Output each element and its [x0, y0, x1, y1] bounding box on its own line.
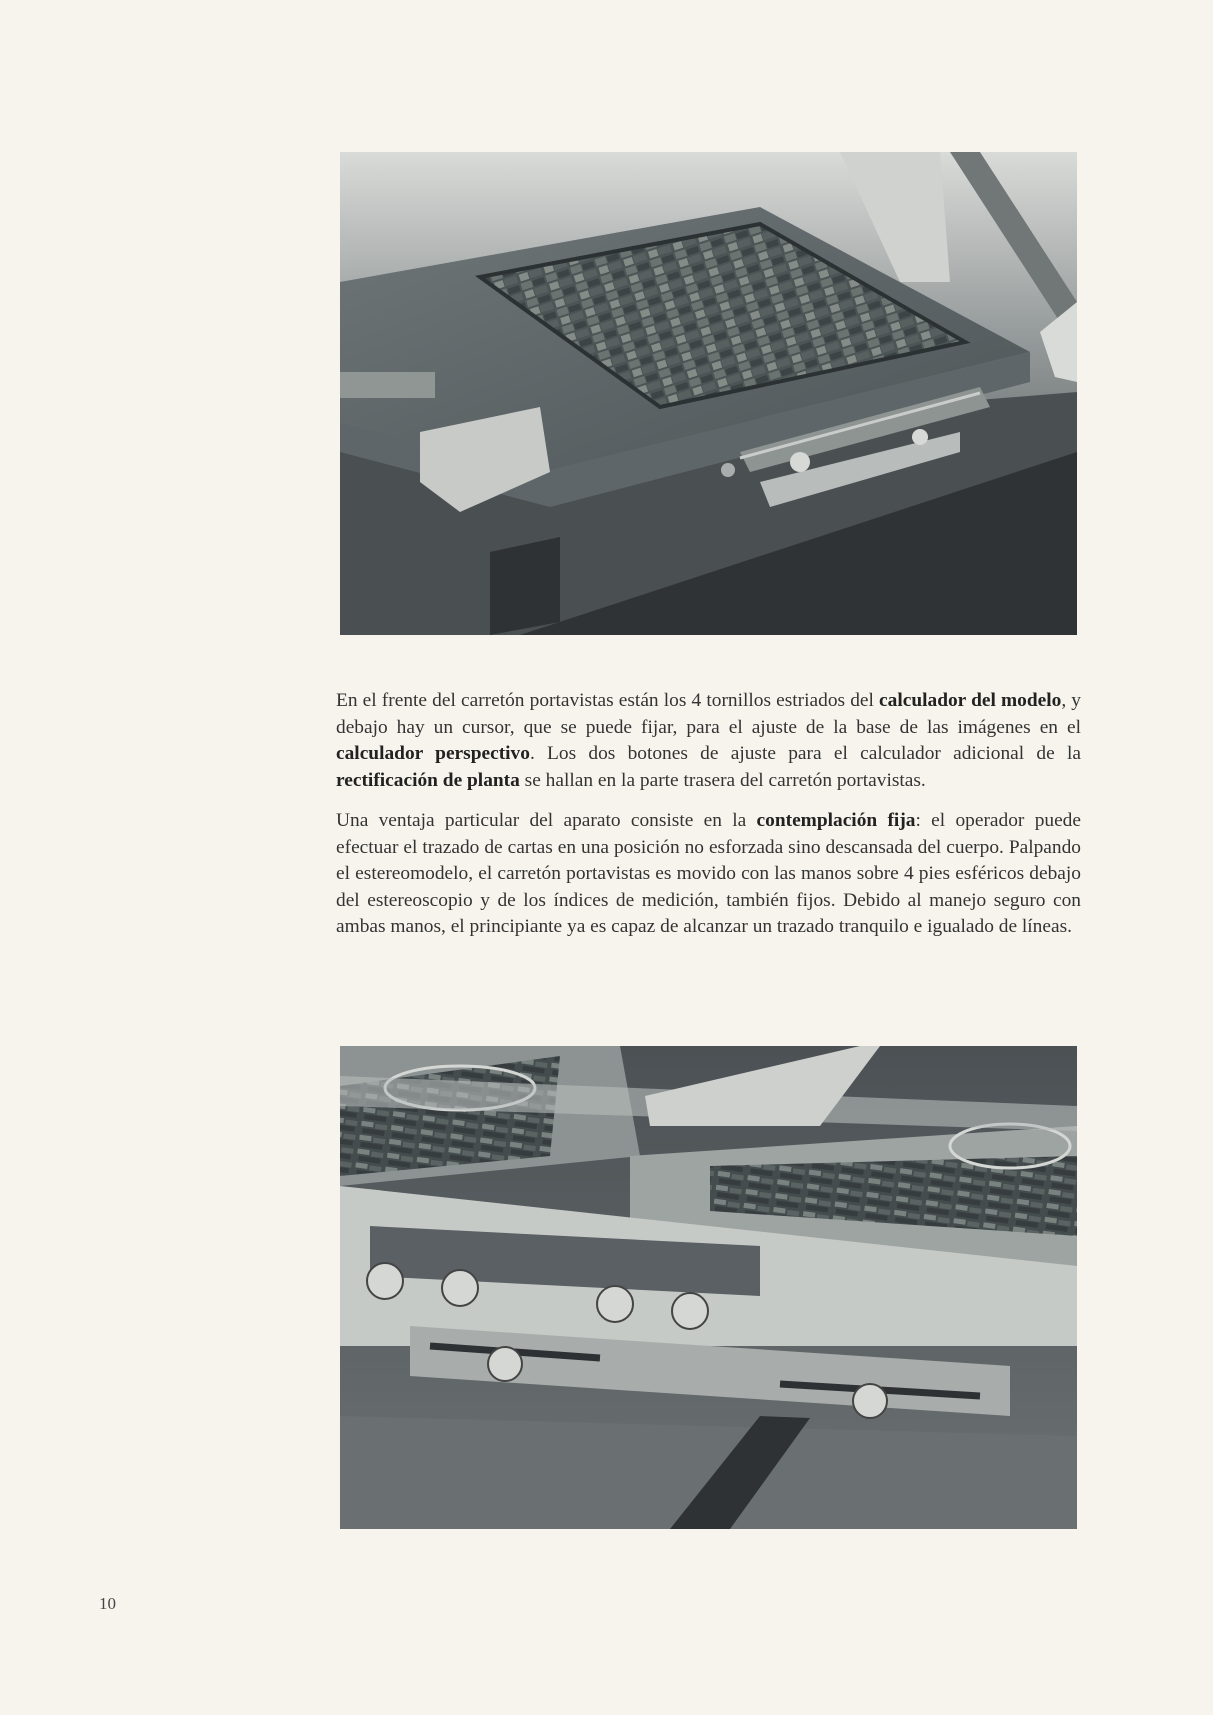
- term-calculador-perspectivo: calculador perspectivo: [336, 743, 530, 764]
- paragraph-1-text: , y debajo hay un cursor, que se puede fijar, para el ajuste de la base de las imágenes en el: [336, 690, 1081, 738]
- body-text: [336, 688, 1081, 955]
- page-number: 10: [99, 1594, 116, 1613]
- photo-plotter-carriage: [340, 152, 1077, 635]
- photo-model-calculator: [340, 1046, 1077, 1529]
- paragraph-1-text: se hallan en la parte trasera del carretón portavistas.: [519, 769, 926, 791]
- term-calculador-del-modelo: calculador del modelo: [879, 690, 1062, 711]
- paragraph-1-text: . Los dos botones de ajuste para el calculador adicional de la: [529, 743, 1081, 764]
- paragraph-2-text: : el operador puede efectuar el trazado de cartas en una posición no esforzada sino descansada del cuerpo. Palpando el estereomodelo, el carretón portavistas es movido con las manos sobre 4 pies esféricos debajo del estereoscopio y de los índices de medición, también fijos. Debido al manejo seguro con ambas manos, el principiante ya es capaz de alcanzar un trazado tranquilo e igualado de líneas.: [336, 810, 1081, 937]
- paragraph-2-text: Una ventaja particular del aparato consiste en la: [336, 810, 757, 831]
- paragraph-1: [336, 688, 1081, 794]
- term-rectificacion-de-planta: rectificación de planta: [336, 769, 520, 791]
- paragraph-1-text: En el frente del carretón portavistas están los 4 tornillos estriados del: [336, 690, 880, 711]
- term-contemplacion-fija: contemplación fija: [756, 810, 916, 831]
- paragraph-2: [336, 808, 1081, 941]
